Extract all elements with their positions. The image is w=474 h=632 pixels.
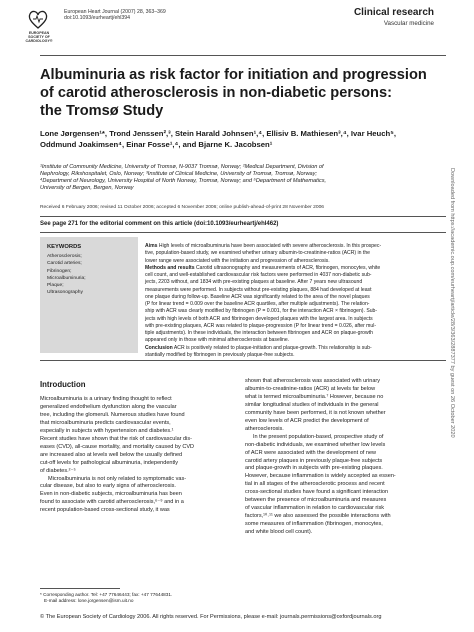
journal-citation	[64, 9, 166, 22]
title-line: the Tromsø Study	[40, 103, 164, 119]
affiliation-line: University of Bergen, Bergen, Norway	[40, 185, 134, 192]
keyword-item: Carotid arteries;	[47, 261, 82, 267]
abstract-line	[145, 258, 445, 265]
paragraph-line: similar longitudinal studies of individuals in the general	[245, 401, 379, 408]
abstract-line	[145, 337, 445, 344]
paragraph-line: cut-off levels for pathological albuminuria, independently	[40, 459, 179, 466]
divider	[40, 232, 446, 233]
abstract-line	[145, 250, 445, 257]
keyword-item: Ultrasonography	[47, 290, 83, 296]
title-line: of carotid atherosclerosis in non-diabetic persons:	[40, 85, 392, 101]
author-line: Lone Jørgensen¹*, Trond Jenssen²,³, Stein Harald Johnsen¹,⁴, Ellisiv B. Mathiesen³,⁴, Ivar Heuch⁵,	[40, 129, 396, 138]
abstract-label: Aims	[145, 243, 158, 249]
abstract-line	[145, 287, 445, 294]
abstract-text: Carotid ultrasonography and measurements of ACR, fibrinogen, monocytes, white	[194, 264, 381, 271]
corresponding-author-footnote	[40, 592, 172, 605]
paragraph-line: atherosclerosis.	[245, 425, 284, 432]
abstract-text: stantially modified by fibrinogen in previously plaque-free subjects.	[145, 351, 295, 358]
paragraph-line: found to associate with carotid atherosclerosis,⁶⁻⁹ and in a	[40, 499, 184, 506]
keywords-list	[47, 253, 86, 297]
abstract-text: (P for linear trend = 0.009 over the baseline ACR quartiles, after multiple adjustments). The relation-	[145, 301, 370, 307]
keyword-item: Plaque;	[47, 283, 64, 289]
abstract-text: tive, population-based study, we examined whether urinary albumin-to-creatinine-ratios (ACR) in the	[145, 250, 370, 257]
paragraph-line: community have been performed, it is not known whether	[245, 409, 386, 416]
paragraph-line: However, because inflammation is widely accepted as essen-	[245, 473, 396, 480]
header-divider	[40, 55, 446, 56]
paragraph-line: recent population-based cross-sectional study, it was	[40, 507, 170, 514]
paragraph-line: Microalbuminuria is a urinary finding thought to reflect	[40, 396, 172, 402]
author-list	[40, 129, 440, 150]
paragraph-line: of diabetes.²⁻⁵	[40, 467, 76, 474]
abstract-line	[145, 301, 445, 308]
subsection-label: Vascular medicine	[383, 20, 434, 27]
abstract-line	[145, 243, 445, 250]
divider	[40, 216, 446, 217]
paragraph-line: shown that atherosclerosis was associated with urinary	[245, 378, 381, 384]
affiliation-line: ¹Institute of Community Medicine, University of Tromsø, N-9037 Tromsø, Norway; ²Medical Department, Division of	[40, 164, 324, 170]
paragraph-line: Recent studies have shown that the risk of cardiovascular dis-	[40, 435, 192, 442]
abstract-line	[145, 345, 445, 352]
affiliation-line: ⁴Department of Neurology, University Hospital of North Norway, Tromsø, Norway; and ⁵Department of Mathematics,	[40, 178, 327, 185]
copyright-notice: © The European Society of Cardiology 2006. All rights reserved. For Permissions, please e-mail: journals.permissions@oxfordjournals.org	[40, 614, 382, 620]
paragraph-line: eases (CVD), all-cause mortality, and mortality caused by CVD	[40, 443, 195, 450]
keyword-item: Atherosclerosis;	[47, 254, 82, 259]
paragraph-line: albumin-to-creatinine-ratios (ACR) at levels far below	[245, 385, 376, 392]
abstract-line	[145, 323, 445, 330]
paragraph-line: of vascular inflammation in relation to cardiovascular risk	[245, 505, 385, 512]
abstract-text: ACR is positively related to plaque-initiation and plaque-growth. This relationship is sub-	[172, 344, 372, 351]
paragraph-line: some measures of inflammation (fibrinogen, monocytes,	[245, 521, 383, 528]
abstract-line	[145, 294, 445, 301]
abstract-text: jects with high levels of both ACR and fibrinogen developed plaques with the largest area. In subjects	[145, 315, 373, 322]
intro-column-left	[40, 396, 234, 515]
abstract-label: Methods and results	[145, 264, 195, 271]
paragraph-line: cular disease, but also to early signs of atherosclerosis.	[40, 483, 176, 490]
paragraph-line: tree, including the glomeruli. Numerous studies have found	[40, 411, 185, 418]
paragraph-line: between the presence of microalbuminuria and measures	[245, 497, 387, 504]
abstract-text: one plaque during follow-up. Baseline ACR was significantly related to the area of the novel plaques	[145, 293, 370, 300]
paragraph-line: of ACR were associated with the development of new	[245, 449, 377, 456]
received-dates: Received 6 February 2006; revised 11 October 2006; accepted 6 November 2006; online publish-ahead-of-print 28 November 2006	[40, 205, 325, 210]
abstract-text: High levels of microalbuminuria have been associated with severe atherosclerosis. In this prospec-	[157, 243, 382, 249]
affiliation-line: Nephrology, Rikshospitalet, Oslo, Norway; ³Institute of Clinical Medicine, University of Tromsø, Tromsø, Norway;	[40, 171, 317, 178]
footnote-divider	[40, 588, 120, 589]
paragraph-line: especially in subjects with hypertension and diabetes.¹	[40, 427, 174, 434]
paragraph-line: Even in non-diabetic subjects, microalbuminuria has been	[40, 491, 182, 498]
esc-logo-icon	[27, 8, 49, 30]
journal-doi: doi:10.1093/eurheartj/ehl394	[64, 15, 131, 22]
paragraph-line: even low levels of ACR predict the development of	[245, 417, 369, 424]
abstract-label: Conclusion	[145, 344, 173, 351]
intro-column-right	[245, 378, 445, 537]
logo-text: EUROPEAN SOCIETY OF CARDIOLOGY®	[25, 31, 53, 44]
abstract-line	[145, 272, 445, 279]
journal-issue: European Heart Journal (2007) 28, 363–369	[64, 9, 166, 15]
paragraph-line: carotid artery plaques in previously plaque-free subjects	[245, 457, 383, 464]
article-title	[40, 66, 427, 120]
keyword-item: Microalbuminuria;	[47, 275, 86, 281]
abstract-divider	[40, 360, 446, 361]
section-label: Clinical research	[353, 7, 434, 18]
abstract	[145, 243, 445, 359]
paragraph-line: Microalbuminuria is not only related to symptomatic vas-	[48, 475, 187, 482]
abstract-line	[145, 308, 445, 315]
editorial-link[interactable]: See page 271 for the editorial comment on this article (doi:10.1093/eurheartj/ehl462)	[40, 221, 279, 227]
paragraph-line: factors,¹⁰˒¹¹ we also assessed the possible interactions with	[245, 513, 391, 520]
abstract-line	[145, 265, 445, 272]
paragraph-line: In the present population-based, prospective study of	[253, 433, 384, 440]
abstract-text: ship with ACR was clearly modified by fibrinogen (P = 0.001, for the interaction ACR × fibrinogen). Sub-	[145, 308, 378, 315]
abstract-text: tiple adjustments). In these individuals, the interaction between fibrinogen and ACR on plaque-growth	[145, 330, 373, 336]
download-watermark: Downloaded from https://academic.oup.com/eurheartj/article/28/3/363/2887377 by guest on 26 October 2020	[449, 168, 455, 438]
paragraph-line: non-diabetic individuals, we examined whether low levels	[245, 441, 386, 448]
keyword-item: Fibrinogen;	[47, 268, 72, 274]
paragraph-line: tial in all stages of the atherosclerotic process and recent	[245, 481, 385, 488]
abstract-text: appeared only in those with minimal atherosclerosis at baseline.	[145, 337, 290, 344]
paragraph-line: that microalbuminuria predicts cardiovascular events,	[40, 419, 171, 426]
footnote-line: * Corresponding author. Tel: +47 77646443; fax: +47 77644831.	[40, 592, 173, 597]
abstract-text: lower range were associated with the initiation and progression of atherosclerosis.	[145, 257, 330, 264]
abstract-line	[145, 352, 445, 359]
paragraph-line: and white blood cell count).	[245, 529, 313, 536]
abstract-line	[145, 316, 445, 323]
footnote-line: E-mail address: lone.jorgensen@ism.uit.no	[44, 598, 134, 604]
author-line: Oddmund Joakimsen⁴, Einar Fosse¹,⁴, and Bjarne K. Jacobsen¹	[40, 139, 273, 149]
paragraph-line: what is termed microalbuminuria.⁷ However, because no	[245, 393, 384, 400]
paragraph-line: generalized endothelium dysfunction along the vascular	[40, 403, 177, 410]
abstract-text: measurements were performed. In subjects without pre-existing plaques, 884 had developed at least	[145, 286, 372, 293]
abstract-text: with pre-existing plaques, ACR was related to plaque-progression (P for linear trend = 0.026, after mul-	[145, 322, 377, 329]
abstract-text: jects, 2203 without, and 1834 with pre-existing plaques at baseline. After 7 years new ultrasound	[145, 279, 363, 286]
introduction-heading: Introduction	[40, 380, 86, 389]
abstract-line	[145, 330, 445, 337]
paragraph-line: and plaque-growth in subjects with pre-existing plaques.	[245, 465, 383, 472]
keywords-heading: KEYWORDS	[47, 244, 82, 250]
title-line: Albuminuria as risk factor for initiation and progression	[40, 67, 427, 83]
paragraph-line: cross-sectional studies have found a significant interaction	[245, 489, 389, 496]
paragraph-line: are increased also at levels well below the usually defined	[40, 451, 183, 458]
abstract-text: cell count, and well-established cardiovascular risk factors were performed in 4037 non-diabetic sub-	[145, 272, 372, 278]
abstract-line	[145, 279, 445, 286]
affiliations	[40, 164, 442, 192]
